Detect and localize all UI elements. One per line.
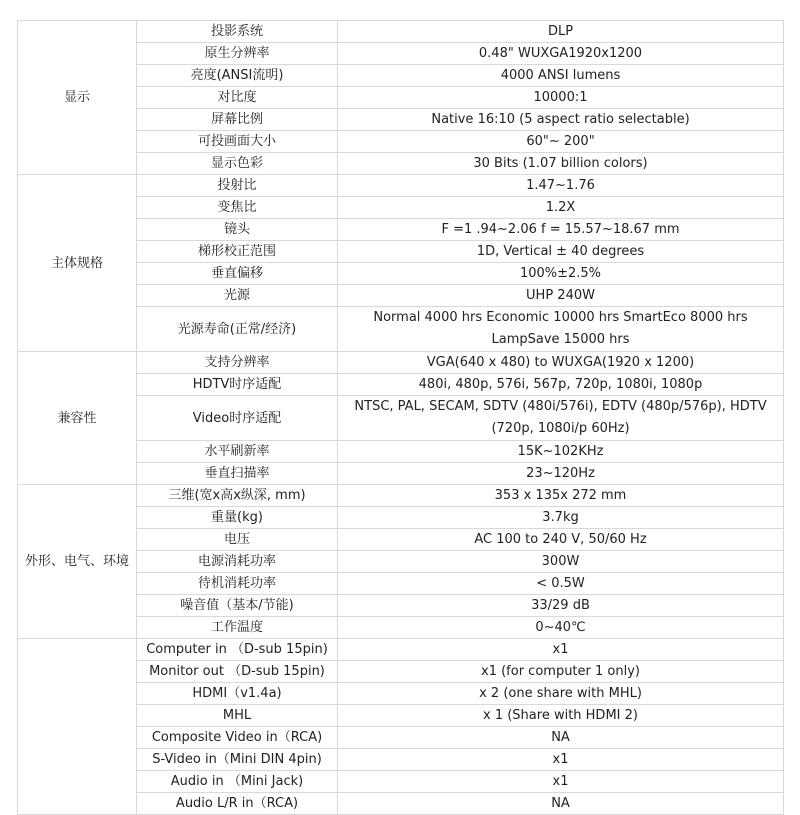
spec-value: 30 Bits (1.07 billion colors) [338,153,784,175]
spec-label: 投影系统 [137,21,338,43]
spec-label: 待机消耗功率 [137,573,338,595]
spec-value: 1.2X [338,197,784,219]
spec-value: Normal 4000 hrs Economic 10000 hrs SmartEco 8000 hrs LampSave 15000 hrs [338,307,784,352]
spec-label: 镜头 [137,219,338,241]
table-row [18,175,784,197]
spec-value: 0~40℃ [338,617,784,639]
spec-value: < 0.5W [338,573,784,595]
section-header-display: 显示 [18,21,137,175]
spec-label: Computer in （D-sub 15pin) [137,639,338,661]
spec-label: 重量(kg) [137,507,338,529]
spec-label: 工作温度 [137,617,338,639]
spec-label: 原生分辨率 [137,43,338,65]
spec-value: 100%±2.5% [338,263,784,285]
spec-value: x1 (for computer 1 only) [338,661,784,683]
spec-value: NA [338,793,784,815]
spec-value: VGA(640 x 480) to WUXGA(1920 x 1200) [338,352,784,374]
spec-value: x 1 (Share with HDMI 2) [338,705,784,727]
spec-label: 屏幕比例 [137,109,338,131]
spec-label: 显示色彩 [137,153,338,175]
section-header-compatibility: 兼容性 [18,352,137,485]
spec-value: 33/29 dB [338,595,784,617]
spec-value: Native 16:10 (5 aspect ratio selectable) [338,109,784,131]
spec-value: x1 [338,749,784,771]
spec-value: UHP 240W [338,285,784,307]
table-row [18,485,784,507]
spec-value: F =1 .94~2.06 f = 15.57~18.67 mm [338,219,784,241]
spec-label: HDMI（v1.4a) [137,683,338,705]
spec-label: HDTV时序适配 [137,374,338,396]
spec-value: 10000:1 [338,87,784,109]
spec-table [17,20,784,815]
spec-value: 1.47~1.76 [338,175,784,197]
spec-label: 亮度(ANSI流明) [137,65,338,87]
table-row [18,352,784,374]
spec-label: S-Video in（Mini DIN 4pin) [137,749,338,771]
spec-label: 三维(宽x高x纵深, mm) [137,485,338,507]
section-header-physical: 外形、电气、环境 [18,485,137,639]
spec-label: Video时序适配 [137,396,338,441]
spec-label: 投射比 [137,175,338,197]
spec-label: 水平刷新率 [137,441,338,463]
section-header-interfaces [18,639,137,815]
spec-label: 电压 [137,529,338,551]
spec-value: 3.7kg [338,507,784,529]
spec-label: Monitor out （D-sub 15pin) [137,661,338,683]
spec-value: 1D, Vertical ± 40 degrees [338,241,784,263]
spec-value: 15K~102KHz [338,441,784,463]
spec-label: MHL [137,705,338,727]
spec-value: 480i, 480p, 576i, 567p, 720p, 1080i, 1080p [338,374,784,396]
spec-label: 光源寿命(正常/经济) [137,307,338,352]
spec-value: NTSC, PAL, SECAM, SDTV (480i/576i), EDTV (480p/576p), HDTV (720p, 1080i/p 60Hz) [338,396,784,441]
spec-label: 噪音值（基本/节能) [137,595,338,617]
spec-value: DLP [338,21,784,43]
spec-label: Audio L/R in（RCA) [137,793,338,815]
section-header-main-specs: 主体规格 [18,175,137,352]
table-row [18,21,784,43]
spec-label: 垂直偏移 [137,263,338,285]
spec-value: x1 [338,771,784,793]
spec-label: 对比度 [137,87,338,109]
spec-label: 变焦比 [137,197,338,219]
spec-label: Composite Video in（RCA) [137,727,338,749]
spec-value: 4000 ANSI lumens [338,65,784,87]
table-row [18,639,784,661]
spec-label: 梯形校正范围 [137,241,338,263]
spec-label: Audio in （Mini Jack) [137,771,338,793]
spec-label: 光源 [137,285,338,307]
spec-value: 60"~ 200" [338,131,784,153]
spec-value: 353 x 135x 272 mm [338,485,784,507]
spec-value: 0.48" WUXGA1920x1200 [338,43,784,65]
spec-value: 300W [338,551,784,573]
spec-label: 可投画面大小 [137,131,338,153]
spec-value: x1 [338,639,784,661]
spec-label: 支持分辨率 [137,352,338,374]
spec-value: NA [338,727,784,749]
spec-label: 电源消耗功率 [137,551,338,573]
spec-label: 垂直扫描率 [137,463,338,485]
spec-value: 23~120Hz [338,463,784,485]
spec-value: AC 100 to 240 V, 50/60 Hz [338,529,784,551]
spec-value: x 2 (one share with MHL) [338,683,784,705]
